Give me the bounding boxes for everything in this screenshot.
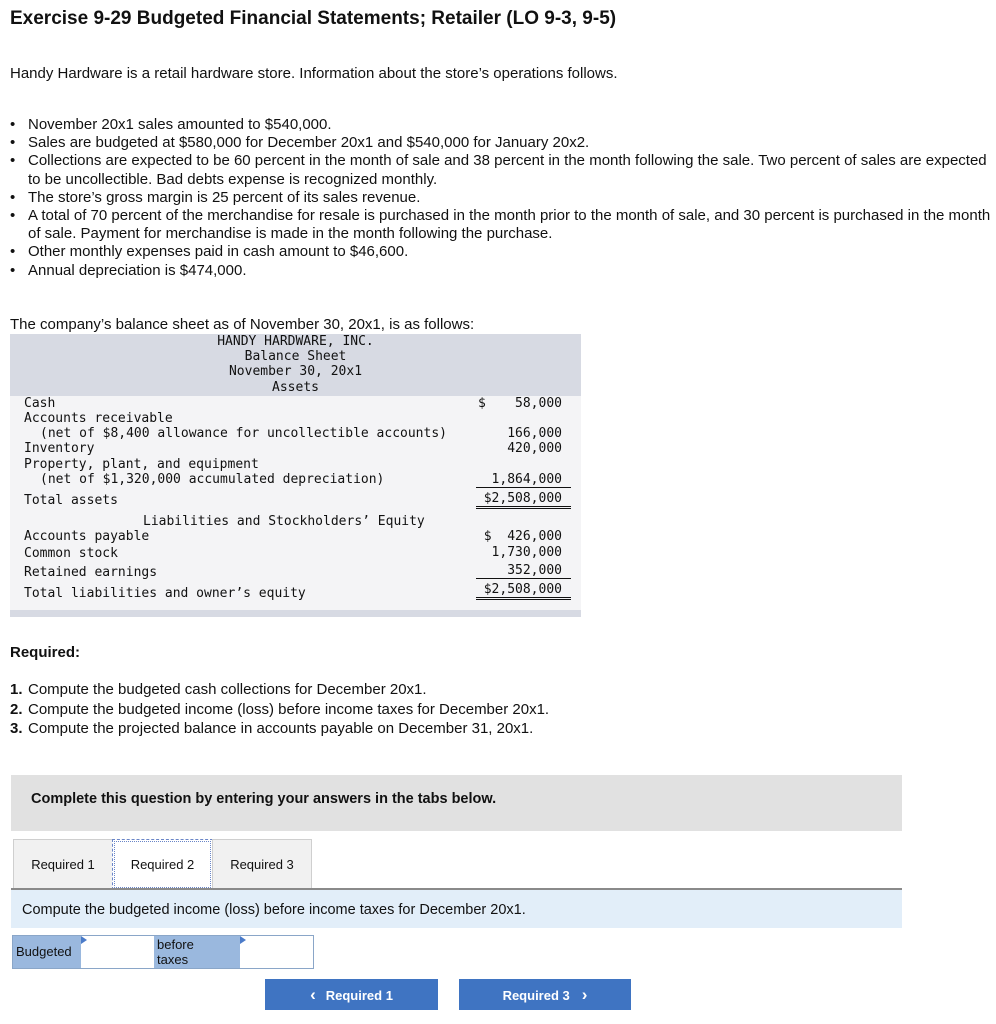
ppe-value: 1,864,000: [476, 472, 571, 488]
fact-item: • Sales are budgeted at $580,000 for December 20x1 and $540,000 for January 20x2.: [10, 134, 996, 152]
instructions-banner: [11, 775, 902, 831]
fact-item: • Annual depreciation is $474,000.: [10, 262, 996, 280]
tab-required-2[interactable]: Required 2: [112, 839, 213, 890]
answer-label-before-taxes: [154, 936, 240, 968]
balance-sheet-footer: [10, 610, 581, 617]
answer-table: [12, 935, 314, 969]
instructions-text: Complete this question by entering your answers in the tabs below.: [31, 791, 497, 807]
assets-heading: Assets: [272, 380, 319, 395]
tab-required-1[interactable]: Required 1: [13, 839, 113, 890]
ar-value: 166,000: [507, 426, 562, 441]
fact-item: • The store’s gross margin is 25 percent of its sales revenue.: [10, 189, 996, 207]
required-item: [10, 680, 549, 700]
ap-label: Accounts payable: [24, 529, 150, 544]
total-assets-label: Total assets: [24, 493, 118, 508]
ap-value: $ 426,000: [483, 529, 562, 544]
next-button-label: Required 3: [502, 988, 570, 1003]
total-assets-value: $2,508,000: [476, 491, 571, 509]
required-item-text: Compute the projected balance in accounts payable on December 31, 20x1.: [28, 720, 534, 737]
statement-date: November 30, 20x1: [228, 364, 363, 379]
balance-sheet-intro: The company’s balance sheet as of November 30, 20x1, is as follows:: [10, 316, 475, 333]
required-item-text: Compute the budgeted cash collections for December 20x1.: [28, 681, 427, 698]
ppe-subtext: (net of $1,320,000 accumulated depreciation): [40, 472, 385, 487]
total-le-label: Total liabilities and owner’s equity: [24, 586, 306, 601]
company-name: HANDY HARDWARE, INC.: [217, 334, 374, 349]
fact-item: • Collections are expected to be 60 percent in the month of sale and 38 percent in the month following the sale. Two percent of sales are expected to be uncollectible. Bad debts expense is recognized monthly.: [10, 152, 996, 188]
answer-label-text: Budgeted: [16, 944, 72, 959]
required-item-number: 2.: [10, 700, 23, 718]
before-taxes-answer-input[interactable]: [240, 936, 313, 968]
cash-value: 58,000: [515, 396, 562, 411]
liabilities-heading: Liabilities and Stockholders’ Equity: [143, 514, 425, 529]
required-item: [10, 719, 549, 739]
input-flag-icon: [240, 936, 246, 944]
prompt-text: Compute the budgeted income (loss) before income taxes for December 20x1.: [22, 902, 526, 918]
inventory-value: 420,000: [507, 441, 562, 456]
ar-label: Accounts receivable: [24, 411, 173, 426]
required-item-number: 1.: [10, 681, 23, 698]
answer-label-text: before taxes: [157, 937, 194, 967]
required-item-text: Compute the budgeted income (loss) before income taxes for December 20x1.: [28, 700, 550, 718]
required-heading: Required:: [10, 644, 81, 661]
intro-text: Handy Hardware is a retail hardware store. Information about the store’s operations follows.: [10, 65, 618, 82]
ar-subtext: (net of $8,400 allowance for uncollectible accounts): [40, 426, 447, 441]
common-stock-label: Common stock: [24, 546, 118, 561]
balance-sheet: [10, 334, 581, 617]
total-le-value: $2,508,000: [476, 582, 571, 600]
answer-label-budgeted: [13, 936, 81, 968]
budgeted-answer-input[interactable]: [81, 936, 154, 968]
chevron-left-icon: ‹: [310, 985, 316, 1004]
answer-input-cell: [81, 936, 154, 968]
common-stock-value: 1,730,000: [491, 545, 562, 560]
tab-required-3[interactable]: Required 3: [212, 839, 312, 890]
ppe-label: Property, plant, and equipment: [24, 457, 259, 472]
required-list: [10, 680, 549, 739]
required-item: [10, 700, 549, 720]
retained-earnings-value: 352,000: [476, 563, 571, 579]
exercise-title: Exercise 9-29 Budgeted Financial Statements; Retailer (LO 9-3, 9-5): [10, 8, 617, 29]
retained-earnings-label: Retained earnings: [24, 565, 158, 580]
fact-item: • Other monthly expenses paid in cash amount to $46,600.: [10, 243, 996, 261]
fact-item: • A total of 70 percent of the merchandise for resale is purchased in the month prior to the month of sale, and 30 percent is purchased in the month of sale. Payment for merchandise is made in the month following the purchase.: [10, 207, 996, 243]
required-item-number: 3.: [10, 720, 23, 737]
facts-list: [10, 116, 996, 280]
cash-dollar-sign: $: [478, 396, 486, 411]
next-required-button[interactable]: [459, 979, 631, 1010]
prev-button-label: Required 1: [325, 988, 393, 1003]
answer-input-cell: [240, 936, 313, 968]
prev-required-button[interactable]: [265, 979, 438, 1010]
input-flag-icon: [81, 936, 87, 944]
inventory-label: Inventory: [24, 441, 95, 456]
fact-item: • November 20x1 sales amounted to $540,000.: [10, 116, 996, 134]
cash-label: Cash: [24, 396, 56, 411]
chevron-right-icon: ›: [581, 985, 588, 1004]
statement-name: Balance Sheet: [244, 349, 347, 364]
question-prompt: [11, 890, 902, 928]
